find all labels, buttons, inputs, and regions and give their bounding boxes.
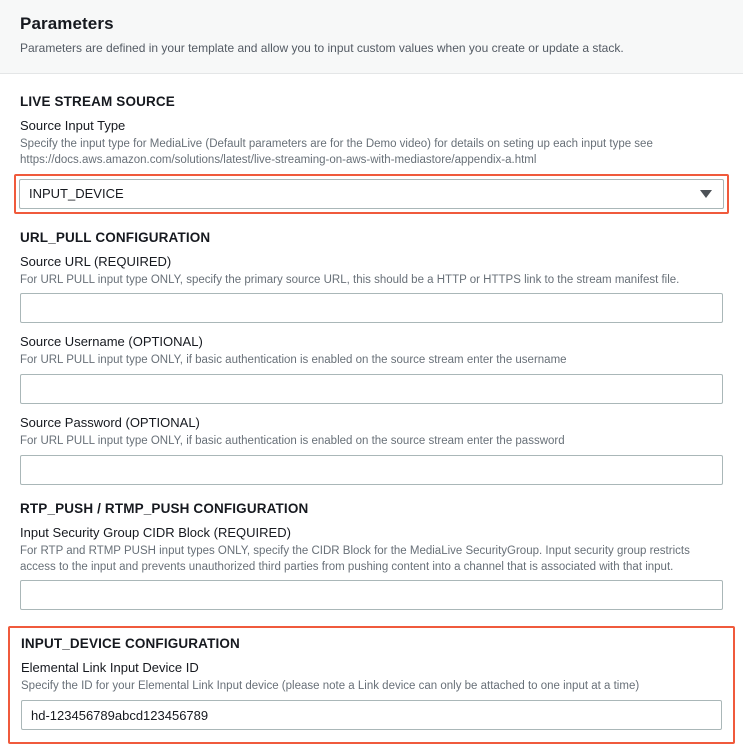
page-subtitle: Parameters are defined in your template and allow you to input custom values when you create or update a stack. bbox=[20, 41, 624, 55]
field-elemental-link-input-device-id bbox=[21, 660, 722, 730]
field-label-source-password: Source Password (OPTIONAL) bbox=[20, 415, 200, 431]
section-input-device-configuration bbox=[20, 610, 723, 744]
elemental-link-device-id-input[interactable] bbox=[21, 700, 722, 730]
section-url-pull-configuration bbox=[20, 214, 723, 485]
source-input-type-selected-value: INPUT_DEVICE bbox=[29, 186, 124, 202]
section-heading-input-device: INPUT_DEVICE CONFIGURATION bbox=[21, 636, 240, 652]
field-label-source-url: Source URL (REQUIRED) bbox=[20, 253, 172, 269]
field-description-source-password: For URL PULL input type ONLY, if basic authentication is enabled on the source stream enter the password bbox=[20, 435, 565, 447]
panel-body bbox=[0, 74, 743, 744]
source-url-input[interactable] bbox=[20, 293, 723, 323]
field-description-source-username: For URL PULL input type ONLY, if basic authentication is enabled on the source stream enter the username bbox=[20, 354, 567, 367]
section-heading-rtp-push: RTP_PUSH / RTMP_PUSH CONFIGURATION bbox=[20, 500, 309, 516]
section-rtp-push-configuration bbox=[20, 485, 723, 611]
section-heading-live-stream-source: LIVE STREAM SOURCE bbox=[20, 94, 175, 109]
field-description-source-url: For URL PULL input type ONLY, specify the primary source URL, this should be a HTTP or HTTPS link to the stream manifest file. bbox=[20, 273, 680, 286]
field-label-device-id: Elemental Link Input Device ID bbox=[21, 660, 199, 676]
field-description-device-id: Specify the ID for your Elemental Link Input device (please note a Link device can only be attached to one input at a time) bbox=[21, 680, 640, 693]
field-label-cidr-block: Input Security Group CIDR Block (REQUIRED) bbox=[20, 524, 291, 540]
source-input-type-select-wrapper bbox=[19, 179, 724, 209]
highlight-input-device-configuration bbox=[8, 626, 735, 744]
field-label-source-input-type: Source Input Type bbox=[20, 118, 126, 133]
section-heading-url-pull: URL_PULL CONFIGURATION bbox=[20, 229, 211, 245]
cidr-block-input[interactable] bbox=[20, 580, 723, 610]
section-live-stream-source bbox=[20, 74, 723, 214]
chevron-down-icon bbox=[700, 190, 712, 198]
source-input-type-select[interactable] bbox=[19, 179, 724, 209]
panel-header bbox=[0, 0, 743, 74]
highlight-source-input-type bbox=[14, 174, 729, 214]
field-label-source-username: Source Username (OPTIONAL) bbox=[20, 334, 203, 350]
field-source-password bbox=[20, 415, 723, 485]
field-source-url bbox=[20, 254, 723, 324]
field-source-username bbox=[20, 334, 723, 404]
page-title: Parameters bbox=[20, 14, 114, 33]
field-source-input-type bbox=[20, 118, 723, 214]
field-description-cidr-block: For RTP and RTMP PUSH input types ONLY, specify the CIDR Block for the MediaLive SecurityGroup. Input security group restricts access to the input and prevents unauthorized third parties from pushing content into a channel that is associated with that input. bbox=[20, 544, 690, 573]
field-input-security-group-cidr-block bbox=[20, 525, 723, 611]
source-username-input[interactable] bbox=[20, 374, 723, 404]
source-password-input[interactable] bbox=[20, 455, 723, 485]
field-description-source-input-type: Specify the input type for MediaLive (Default parameters are for the Demo video) for details on seting up each input type see https://docs.aws.amazon.com/solutions/latest/live-streaming-on-aws-with-mediastore/appendix-a.html bbox=[20, 137, 653, 166]
